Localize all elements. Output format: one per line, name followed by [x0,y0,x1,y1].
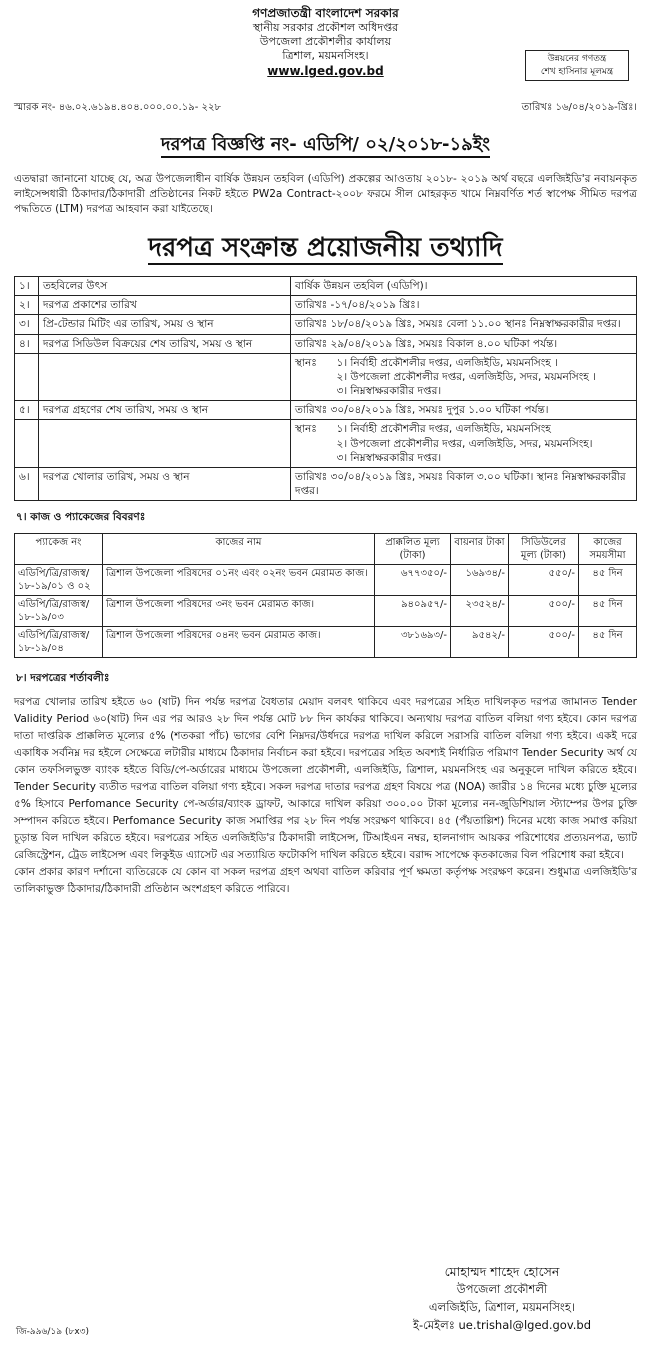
col-header: কাজের নাম [103,534,375,565]
estimated-cost: ৬৭৭৩৫০/- [375,565,451,596]
row-number: ৩। [15,315,39,334]
footer-code: জি-৯৯৬/১৯ (৮x৩) [16,1327,90,1337]
table-row [15,627,637,658]
row-number: ২। [15,296,39,315]
intro-paragraph: এতদ্বারা জানানো যাচ্ছে যে, অত্র উপজেলাধীন বার্ষিক উন্নয়ন তহবিল (এডিপি) প্রকল্পের আওতায় ২০১৮- ২০১৯ অর্থ বছরে এলজিইডি'র নবায়নকৃত লাইসেন্সধারী ঠিকাদার/ঠিকাদারী প্রতিষ্ঠানের নিকট হইতে PW2a Contract-২০০৮ ফরমে সীল মোহরকৃত খামে নিম্নবর্ণিত শর্ত স্বাপেক্ষ সীমিত দরপত্র পদ্ধতিতে (LTM) দরপত্র আহবান করা যাইতেছে। [14,173,637,216]
signatory-office: এলজিইডি, ত্রিশাল, ময়মনসিংহ। [428,1300,576,1315]
conditions-paragraph: কোন প্রকার কারণ দর্শানো ব্যতিরেকে যে কোন বা সকল দরপত্র গ্রহণ অথবা বাতিল করিবার পূর্ণ ক্ষমতা কর্তৃপক্ষ সংরক্ষণ করেন। শুধুমাত্র এলজিইডি'র তালিকাভুক্ত ঠিকাদার/ঠিকাদারী প্রতিষ্ঠান অংশগ্রহণ করিতে পারিবে। [14,866,637,896]
row-label: দরপত্র গ্রহণের শেষ তারিখ, সময় ও স্থান [39,401,291,420]
col-header: বায়নার টাকা [451,534,509,565]
signatory-name: মোহাম্মদ শাহেদ হোসেন [444,1264,560,1279]
completion-time: ৪৫ দিন [579,627,637,658]
col-header: প্যাকেজ নং [15,534,103,565]
row-label: দরপত্র সিডিউল বিক্রয়ের শেষ তারিখ, সময় ও স্থান [39,334,291,353]
table-row [15,277,637,296]
row-number: ৬। [15,467,39,500]
row-label: প্রি-টেন্ডার মিটিং এর তারিখ, সময় ও স্থান [39,315,291,334]
letterhead [14,4,637,100]
earnest-money: ৯৫৪২/- [451,627,509,658]
row-value: তারিখঃ ৩০/০৪/২০১৯ খ্রিঃ, সময়ঃ বিকাল ৩.০০ ঘটিকা। স্থানঃ নিম্নস্বাক্ষরকারীর দপ্তর। [291,467,637,500]
package-number: এডিপি/ত্রি/রাজস্ব/ ১৮-১৯/০৪ [15,627,103,658]
row-label: দরপত্র খোলার তারিখ, সময় ও স্থান [39,467,291,500]
row-value: তারিখঃ -১৭/০৪/২০১৯ খ্রিঃ। [291,296,637,315]
signature-block [413,1262,591,1335]
col-header: প্রাক্কলিত মূল্য (টাকা) [375,534,451,565]
office-place: ত্রিশাল, ময়মনসিংহ। [282,48,369,62]
row-label: দরপত্র প্রকাশের তারিখ [39,296,291,315]
packages-title: ৭। কাজ ও প্যাকেজের বিবরণঃ [16,511,146,524]
row-value: তারিখঃ ৩০/০৪/২০১৯ খ্রিঃ, সময়ঃ দুপুর ১.০০ ঘটিকা পর্যন্ত। [291,401,637,420]
website-link[interactable]: www.lged.gov.bd [267,64,384,79]
row-number: ৫। [15,401,39,420]
table-row [15,420,637,468]
schedule-price: ৫০০/- [509,596,579,627]
memo-number: স্মারক নং- ৪৬.০২.৬১৯৪.৪০৪.০০০.০০.১৯- ২২৮ [14,102,221,113]
estimated-cost: ৩৮১৬৯৩/- [375,627,451,658]
row-value: তারিখঃ ২৯/০৪/২০১৯ খ্রিঃ, সময়ঃ বিকাল ৪.০০ ঘটিকা পর্যন্ত। [291,334,637,353]
memo-date: তারিখঃ ১৬/০৪/২০১৯-খ্রিঃ। [521,102,637,113]
conditions-paragraph: দরপত্র খোলার তারিখ হইতে ৬০ (ষাট) দিন পর্যন্ত দরপত্র বৈধতার মেয়াদ বলবৎ থাকিবে এবং দরপত্রের সহিত দাখিলকৃত দরপত্র জামানত Tender Validity Period ৬০(ষাট) দিন এর পর আরও ২৮ দিন পর্যন্ত মোট ৮৮ দিন কার্যকর থাকিবে। অন্যথায় দরপত্র বাতিল বলিয়া গণ্য হইবে। কোন দরপত্র দাতা দাপ্তরিক প্রাক্কলিত মূল্যের ৫% (শতকরা পাঁচ) ভাগের বেশি নিম্নদর/উর্ধদরে দরপত্র দাখিল করিলে সরাসরি বাতিল বলিয়া গণ্য হইবে। একই দরে একাধিক সর্বনিম্ন দর হইলে সেক্ষেত্রে লটারীর মাধ্যমে ঠিকাদার নির্বাচন করা হইবে। দরপত্রের সহিত অবশ্যই নির্ধারিত পরিমাণ Tender Security অর্থ যে কোন তফসিলভুক্ত ব্যাংক হইতে বিডি/পে-অর্ডারের মাধ্যমে উপজেলা প্রকৌশলী, এলজিইডি, ত্রিশাল, ময়মনসিংহ এর অনুকূলে দাখিল করিতে হইবে। Tender Security ব্যতীত দরপত্র বাতিল বলিয়া গণ্য হইবে। সকল দরপত্র দাতার দরপত্র গ্রহণ বিষয়ে পত্র (NOA) জারীর ১৪ দিনের মধ্যে চুক্তি মূল্যের ৫% হিসাবে Perfomance Security পে-অর্ডার/ব্যাংক ড্রাফট, আকারে দাখিল করিয়া ৩০০.০০ টাকা মূল্যের নন-জুডিশিয়াল স্ট্যাম্পের উপর চুক্তি সম্পাদন করিতে হইবে। Perfomance Security কাজ সমাপ্তির পর ২৮ দিন পর্যন্ত সংরক্ষণ থাকিবে। ৪৫ (পঁয়তাল্লিশ) দিনের মধ্যে কাজ সমাপ্ত করিয়া চূড়ান্ত বিল দাখিল করিতে হইবে। দরপত্রের সহিত এলজিইডি'র ঠিকাদারী লাইসেন্স, টিআইএন নম্বর, হালনাগাদ আয়কর পরিশোধের প্রত্যয়নপত্র, ভ্যাট রেজিস্ট্রেশন, ট্রেড লাইসেন্স এবং লিকুইড এ্যাসেট এর সত্যায়িত ফটোকপি দাখিল করিতে হইবে। বরাদ্দ সাপেক্ষে কৃতকাজের বিল পরিশোধ করা হইবে। [14,696,637,862]
info-heading-text: দরপত্র সংক্রান্ত প্রয়োজনীয় তথ্যাদি [148,233,503,263]
table-row [15,353,637,401]
place-label: স্থানঃ [291,353,333,401]
package-number: এডিপি/ত্রি/রাজস্ব/ ১৮-১৯/০১ ও ০২ [15,565,103,596]
completion-time: ৪৫ দিন [579,596,637,627]
table-row [15,401,637,420]
place-item: ৩। নিম্নস্বাক্ষরকারীর দপ্তর। [336,385,442,398]
govt-name: গণপ্রজাতন্ত্রী বাংলাদেশ সরকার [252,6,399,20]
package-number: এডিপি/ত্রি/রাজস্ব/ ১৮-১৯/০৩ [15,596,103,627]
completion-time: ৪৫ দিন [579,565,637,596]
row-number: ১। [15,277,39,296]
row-value: তারিখঃ ১৮/০৪/২০১৯ খ্রিঃ, সময়ঃ বেলা ১১.০০ স্থানঃ নিম্নস্বাক্ষরকারীর দপ্তর। [291,315,637,334]
place-item: ১। নির্বাহী প্রকৌশলীর দপ্তর, এলজিইডি, ময়মনসিংহ [336,423,551,436]
packages-table [14,533,637,658]
department-name: স্থানীয় সরকার প্রকৌশল অধিদপ্তর [252,21,399,34]
table-row [15,565,637,596]
table-row [15,296,637,315]
tender-info-table [14,276,637,501]
table-header-row [15,534,637,565]
place-item: ৩। নিম্নস্বাক্ষরকারীর দপ্তর। [336,451,442,464]
place-list [333,353,637,401]
work-name: ত্রিশাল উপজেলা পরিষদের ০৪নং ভবন মেরামত কাজ। [103,627,375,658]
place-list [333,420,637,468]
info-heading [14,232,637,276]
slogan-line-1: উন্নয়নের গণতন্ত্র [547,54,607,64]
place-item: ২। উপজেলা প্রকৌশলীর দপ্তর, এলজিইডি, সদর, ময়মনসিংহ। [336,437,593,450]
row-label: তহবিলের উৎস [39,277,291,296]
signatory-email[interactable]: ই-মেইলঃ ue.trishal@lged.gov.bd [412,1318,591,1332]
work-name: ত্রিশাল উপজেলা পরিষদের ৩নং ভবন মেরামত কাজ। [103,596,375,627]
table-row [15,596,637,627]
row-number: ৪। [15,334,39,353]
place-label: স্থানঃ [291,420,333,468]
office-name: উপজেলা প্রকৌশলীর কার্যালয় [259,34,392,48]
slogan-box [525,50,629,81]
table-row [15,334,637,353]
schedule-price: ৫০০/- [509,627,579,658]
earnest-money: ২৩৫২৪/- [451,596,509,627]
work-name: ত্রিশাল উপজেলা পরিষদের ০১নং এবং ০২নং ভবন মেরামত কাজ। [103,565,375,596]
slogan-line-2: শেখ হাসিনার মূলমন্ত্র [540,66,614,77]
notice-title-text: দরপত্র বিজ্ঞপ্তি নং- এডিপি/ ০২/২০১৮-১৯ইং [161,134,490,158]
table-row [15,315,637,334]
signatory-designation: উপজেলা প্রকৌশলী [456,1282,548,1297]
table-row [15,467,637,500]
reference-line [14,102,637,122]
earnest-money: ১৬৯৩৪/- [451,565,509,596]
estimated-cost: ৯৪০৯৫৭/- [375,596,451,627]
col-header: কাজের সময়সীমা [579,534,637,565]
col-header: সিডিউলের মূল্য (টাকা) [509,534,579,565]
notice-title [14,134,637,162]
schedule-price: ৫৫০/- [509,565,579,596]
row-value: বার্ষিক উন্নয়ন তহবিল (এডিপি)। [291,277,637,296]
conditions-title: ৮। দরপত্রের শর্তাবলীঃ [16,672,110,685]
conditions-body [14,694,637,898]
place-item: ২। উপজেলা প্রকৌশলীর দপ্তর, এলজিইডি, সদর, ময়মনসিংহ । [336,370,596,383]
place-item: ১। নির্বাহী প্রকৌশলীর দপ্তর, এলজিইডি, ময়মনসিংহ । [336,356,558,369]
